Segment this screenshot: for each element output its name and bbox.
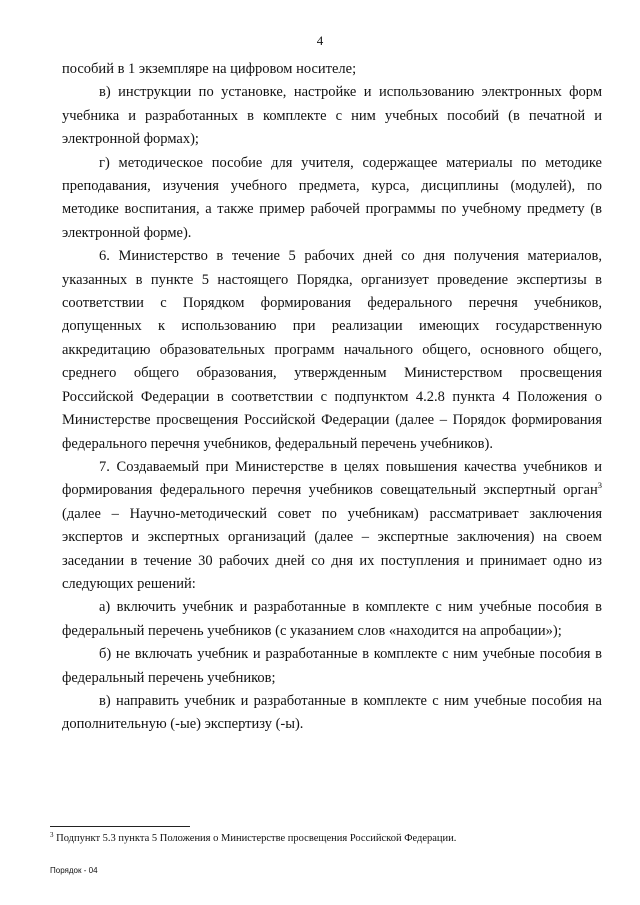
decision-option-b: б) не включать учебник и разработанные в комплекте с ним учебные пособия в федеральный перечень учебников;	[62, 646, 602, 686]
paragraph-7	[62, 456, 602, 596]
footnote-text: Подпункт 5.3 пункта 5 Положения о Министерстве просвещения Российской Федерации.	[56, 833, 457, 844]
footnote-reference: 3	[597, 480, 602, 491]
list-item-g: г) методическое пособие для учителя, содержащее материалы по методике преподавания, изучения учебного предмета, курса, дисциплины (модулей), по методике воспитания, а также пример рабочей программы по учебному предмету (в электронной форме).	[62, 154, 602, 241]
paragraph-continuation: пособий в 1 экземпляре на цифровом носителе;	[62, 61, 357, 77]
footnote-mark: 3	[50, 831, 54, 839]
paragraph-7-text-continued: (далее – Научно-методический совет по учебникам) рассматривает заключения экспертов и экспертных организаций (далее – экспертные заключения) на своем заседании в течение 30 рабочих дней со дня их поступления и принимает одно из следующих решений:	[62, 505, 602, 592]
decision-option-v: в) направить учебник и разработанные в комплекте с ним учебные пособия на дополнительную (-ые) экспертизу (-ы).	[62, 692, 602, 733]
footnote	[50, 832, 610, 846]
page-number: 4	[316, 33, 324, 48]
decision-option-a: а) включить учебник и разработанные в комплекте с ним учебные пособия в федеральный перечень учебников (с указанием слов «находится на апробации»);	[62, 599, 602, 639]
paragraph-7-text: 7. Создаваемый при Министерстве в целях повышения качества учебников и формирования федерального перечня учебников совещательный экспертный орган	[62, 458, 602, 499]
footnote-divider	[50, 826, 190, 827]
paragraph-6: 6. Министерство в течение 5 рабочих дней со дня получения материалов, указанных в пункте 5 настоящего Порядка, организует проведение экспертизы в соответствии с Порядком формирования федерального перечня учебников, допущенных к использованию при реализации имеющих государственную аккредитацию образовательных программ начального общего, основного общего, среднего общего образования, утвержденным Министерством просвещения Российской Федерации в соответствии с подпунктом 4.2.8 пункта 4 Положения о Министерстве просвещения Российской Федерации (далее – Порядок формирования федерального перечня учебников, федеральный перечень учебников).	[62, 248, 602, 452]
document-body	[62, 58, 602, 737]
document-code: Порядок - 04	[50, 866, 98, 875]
list-item-v: в) инструкции по установке, настройке и использованию электронных форм учебника и разработанных в комплекте с ним учебных пособий (в печатной и электронной формах);	[62, 84, 602, 148]
